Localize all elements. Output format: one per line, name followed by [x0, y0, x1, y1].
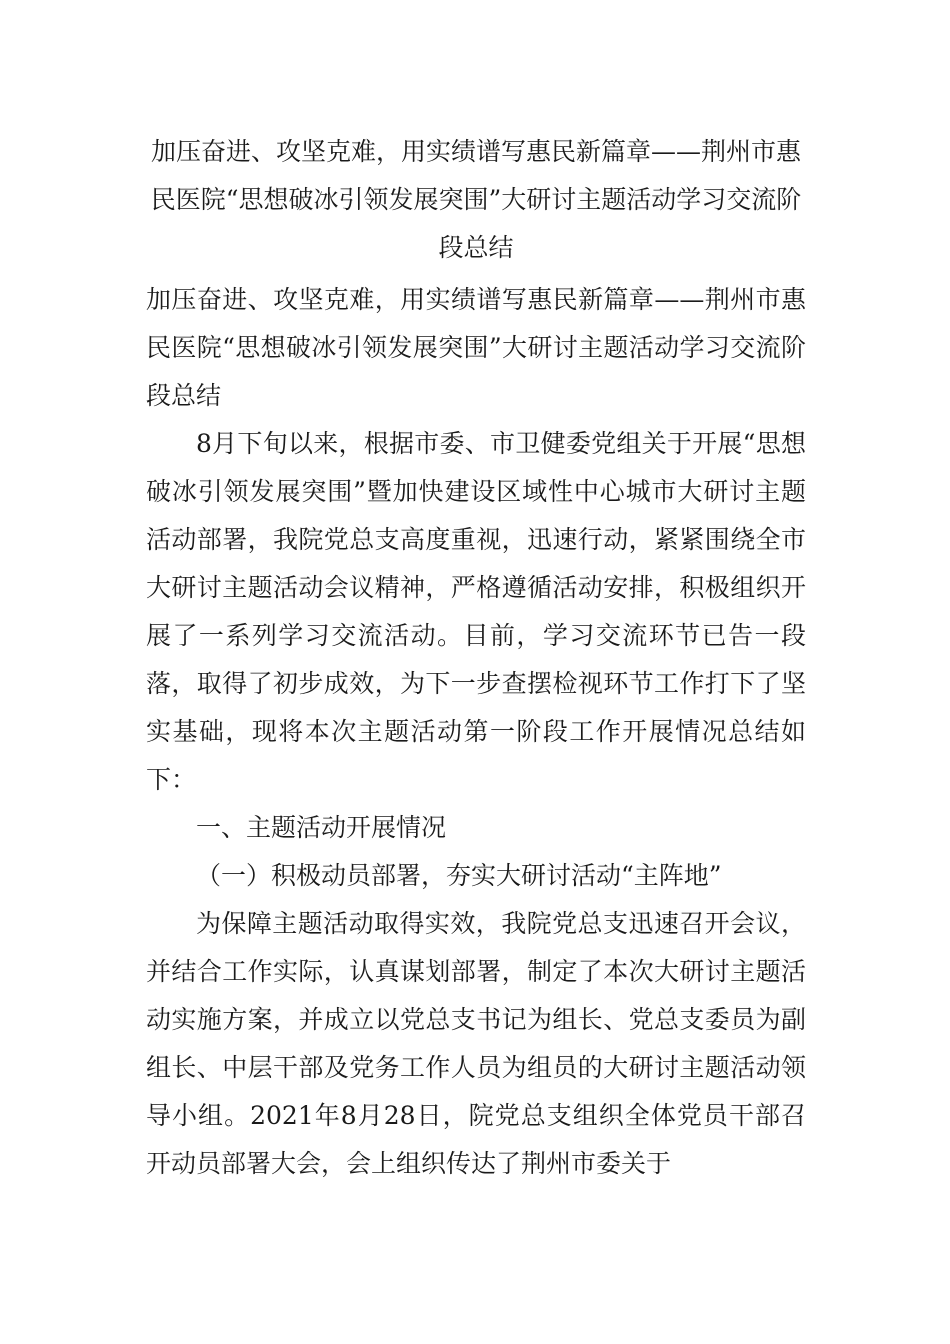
document-title-repeat: 加压奋进、攻坚克难，用实绩谱写惠民新篇章——荆州市惠民医院“思想破冰引领发展突围”大研讨主题活动学习交流阶段总结	[146, 285, 806, 410]
section-heading: 一、主题活动开展情况	[196, 813, 447, 842]
subsection-heading: （一）积极动员部署，夯实大研讨活动“主阵地”	[196, 861, 722, 890]
document-title: 加压奋进、攻坚克难，用实绩谱写惠民新篇章——荆州市惠民医院“思想破冰引领发展突围”大研讨主题活动学习交流阶段总结	[150, 137, 802, 262]
document-page	[146, 128, 806, 1188]
intro-paragraph: 8月下旬以来，根据市委、市卫健委党组关于开展“思想破冰引领发展突围”暨加快建设区域性中心城市大研讨主题活动部署，我院党总支高度重视，迅速行动，紧紧围绕全市大研讨主题活动会议精神，严格遵循活动安排，积极组织开展了一系列学习交流活动。目前，学习交流环节已告一段落，取得了初步成效，为下一步查摆检视环节工作打下了坚实基础，现将本次主题活动第一阶段工作开展情况总结如下：	[146, 429, 806, 794]
body-paragraph: 为保障主题活动取得实效，我院党总支迅速召开会议，并结合工作实际，认真谋划部署，制定了本次大研讨主题活动实施方案，并成立以党总支书记为组长、党总支委员为副组长、中层干部及党务工作人员为组员的大研讨主题活动领导小组。2021年8月28日，院党总支组织全体党员干部召开动员部署大会，会上组织传达了荆州市委关于	[146, 909, 806, 1178]
